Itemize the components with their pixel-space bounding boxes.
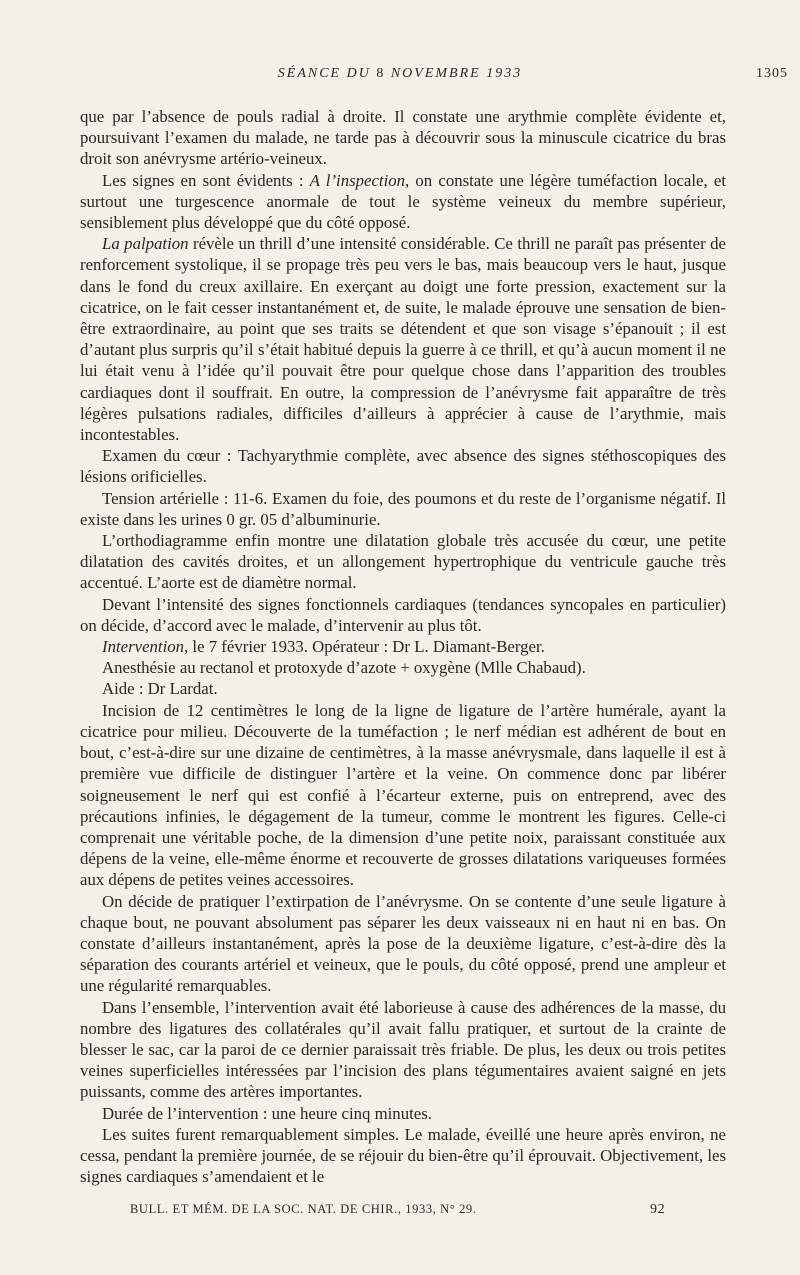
text-run: Les signes en sont évidents :	[102, 170, 310, 190]
running-title-prefix: SÉANCE DU	[277, 66, 371, 81]
sheet-number: 92	[650, 1202, 666, 1217]
paragraph: Les suites furent remarquablement simples. Le malade, éveillé une heure après environ, ne cessa, pendant la première journée, de se réjouir du bien-être qu’il éprouvait. Objectivement, les signes cardiaques s’amendaient et le	[80, 1124, 726, 1187]
paragraph: Tension artérielle : 11-6. Examen du foie, des poumons et du reste de l’organisme négatif. Il existe dans les urines 0 gr. 05 d’albuminurie.	[80, 488, 726, 529]
italic-term: Intervention	[102, 637, 185, 657]
running-title	[0, 66, 800, 82]
paragraph: Durée de l’intervention : une heure cinq minutes.	[102, 1103, 432, 1123]
paragraph: L’orthodiagramme enfin montre une dilatation globale très accusée du cœur, une petite dilatation des cavités droites, et un allongement hypertrophique du ventricule gauche très accentué. L’aorte est de diamètre normal.	[80, 531, 726, 593]
paragraph: Anesthésie au rectanol et protoxyde d’azote + oxygène (Mlle Chabaud).	[102, 658, 586, 678]
page-footer	[0, 1202, 800, 1220]
italic-term: A l’inspection	[309, 170, 406, 190]
running-header	[0, 66, 800, 86]
italic-term: La palpation	[102, 234, 189, 254]
paragraph: Incision de 12 centimètres le long de la ligne de ligature de l’artère humérale, ayant la cicatrice pour milieu. Découverte de la tuméfaction ; le nerf médian est adhérent de bout en bout, c’est-à-dire sur une dizaine de centimètres, à la masse anévrysmale, dans laquelle il est à première vue difficile de distinguer l’artère et la veine. On commence donc par libérer soigneusement le nerf qui est confié à l’écarteur externe, puis on entreprend, avec des précautions infinies, le dégagement de la tumeur, comme le montrent les figures. Celle-ci comprenait une véritable poche, de la dimension d’une petite noix, paraissant constituée aux dépens de la veine, elle-même énorme et recouverte de grosses dilatations variqueuses formées aux dépens de petites veines accessoires.	[80, 700, 726, 890]
text-run: , le 7 février 1933. Opérateur : Dr L. Diamant-Berger.	[184, 637, 545, 657]
paragraph: que par l’absence de pouls radial à droite. Il constate une arythmie complète évidente et, poursuivant l’examen du malade, ne tarde pas à découvrir sous la minuscule cicatrice du bras droit son anévrysme artério-veineux.	[80, 107, 726, 169]
running-title-day: 8	[376, 66, 386, 81]
paragraph: On décide de pratiquer l’extirpation de l’anévrysme. On se contente d’une seule ligature à chaque bout, ne pouvant absolument pas séparer les deux vaisseaux ni en haut ni en bas. On constate d’ailleurs instantanément, après la pose de la deuxième ligature, c’est-à-dire dès la séparation des courants artériel et veineux, que le pouls, du côté opposé, prend une ampleur et une régularité remarquables.	[80, 891, 726, 996]
journal-citation: BULL. ET MÉM. DE LA SOC. NAT. DE CHIR., 1933, N° 29.	[130, 1202, 477, 1216]
paragraph	[80, 170, 726, 234]
body-text	[80, 106, 726, 1187]
paragraph	[80, 636, 726, 657]
text-run: , on constate une légère tuméfaction locale, et surtout une turgescence anormale de tout le système veineux du membre supérieur, sensiblement plus développé que du côté opposé.	[80, 170, 726, 233]
page-number: 1305	[756, 66, 788, 81]
text-run: révèle un thrill d’une intensité considérable. Ce thrill ne paraît pas présenter de renforcement systolique, il se propage très peu vers le bas, mais beaucoup vers le haut, jusque dans le fond du creux axillaire. En exerçant au doigt une forte pression, exactement sur la cicatrice, on le fait cesser instantanément et, de suite, le malade éprouve une sensation de bien-être extraordinaire, au point que ses traits se détendent et que son visage s’épanouit ; il est d’autant plus surpris qu’il s’était habitué depuis la guerre à ce thrill, et qu’à aucun moment il ne lui était venu à l’idée qu’il pouvait être pour quelque chose dans l’apparition des troubles cardiaques dont il souffrait. En outre, la compression de l’anévrysme fait apparaître de très légères pulsations radiales, difficiles d’ailleurs à apprécier à cause de l’arythmie, mais incontestables.	[80, 234, 727, 445]
paragraph: Aide : Dr Lardat.	[102, 679, 218, 699]
paragraph	[80, 233, 726, 445]
paragraph: Dans l’ensemble, l’intervention avait été laborieuse à cause des adhérences de la masse, du nombre des ligatures des collatérales qu’il avait fallu pratiquer, et surtout de la crainte de blesser le sac, car la paroi de ce dernier paraissait très friable. De plus, les deux ou trois petites veines superficielles intéressées par l’incision des plans tégumentaires avaient saigné en jets puissants, comme des artères importantes.	[80, 997, 726, 1102]
running-title-suffix: NOVEMBRE 1933	[390, 66, 523, 81]
paragraph: Examen du cœur : Tachyarythmie complète, avec absence des signes stéthoscopiques des lésions orificielles.	[80, 446, 726, 487]
paragraph: Devant l’intensité des signes fonctionnels cardiaques (tendances syncopales en particulier) on décide, d’accord avec le malade, d’intervenir au plus tôt.	[80, 594, 726, 635]
